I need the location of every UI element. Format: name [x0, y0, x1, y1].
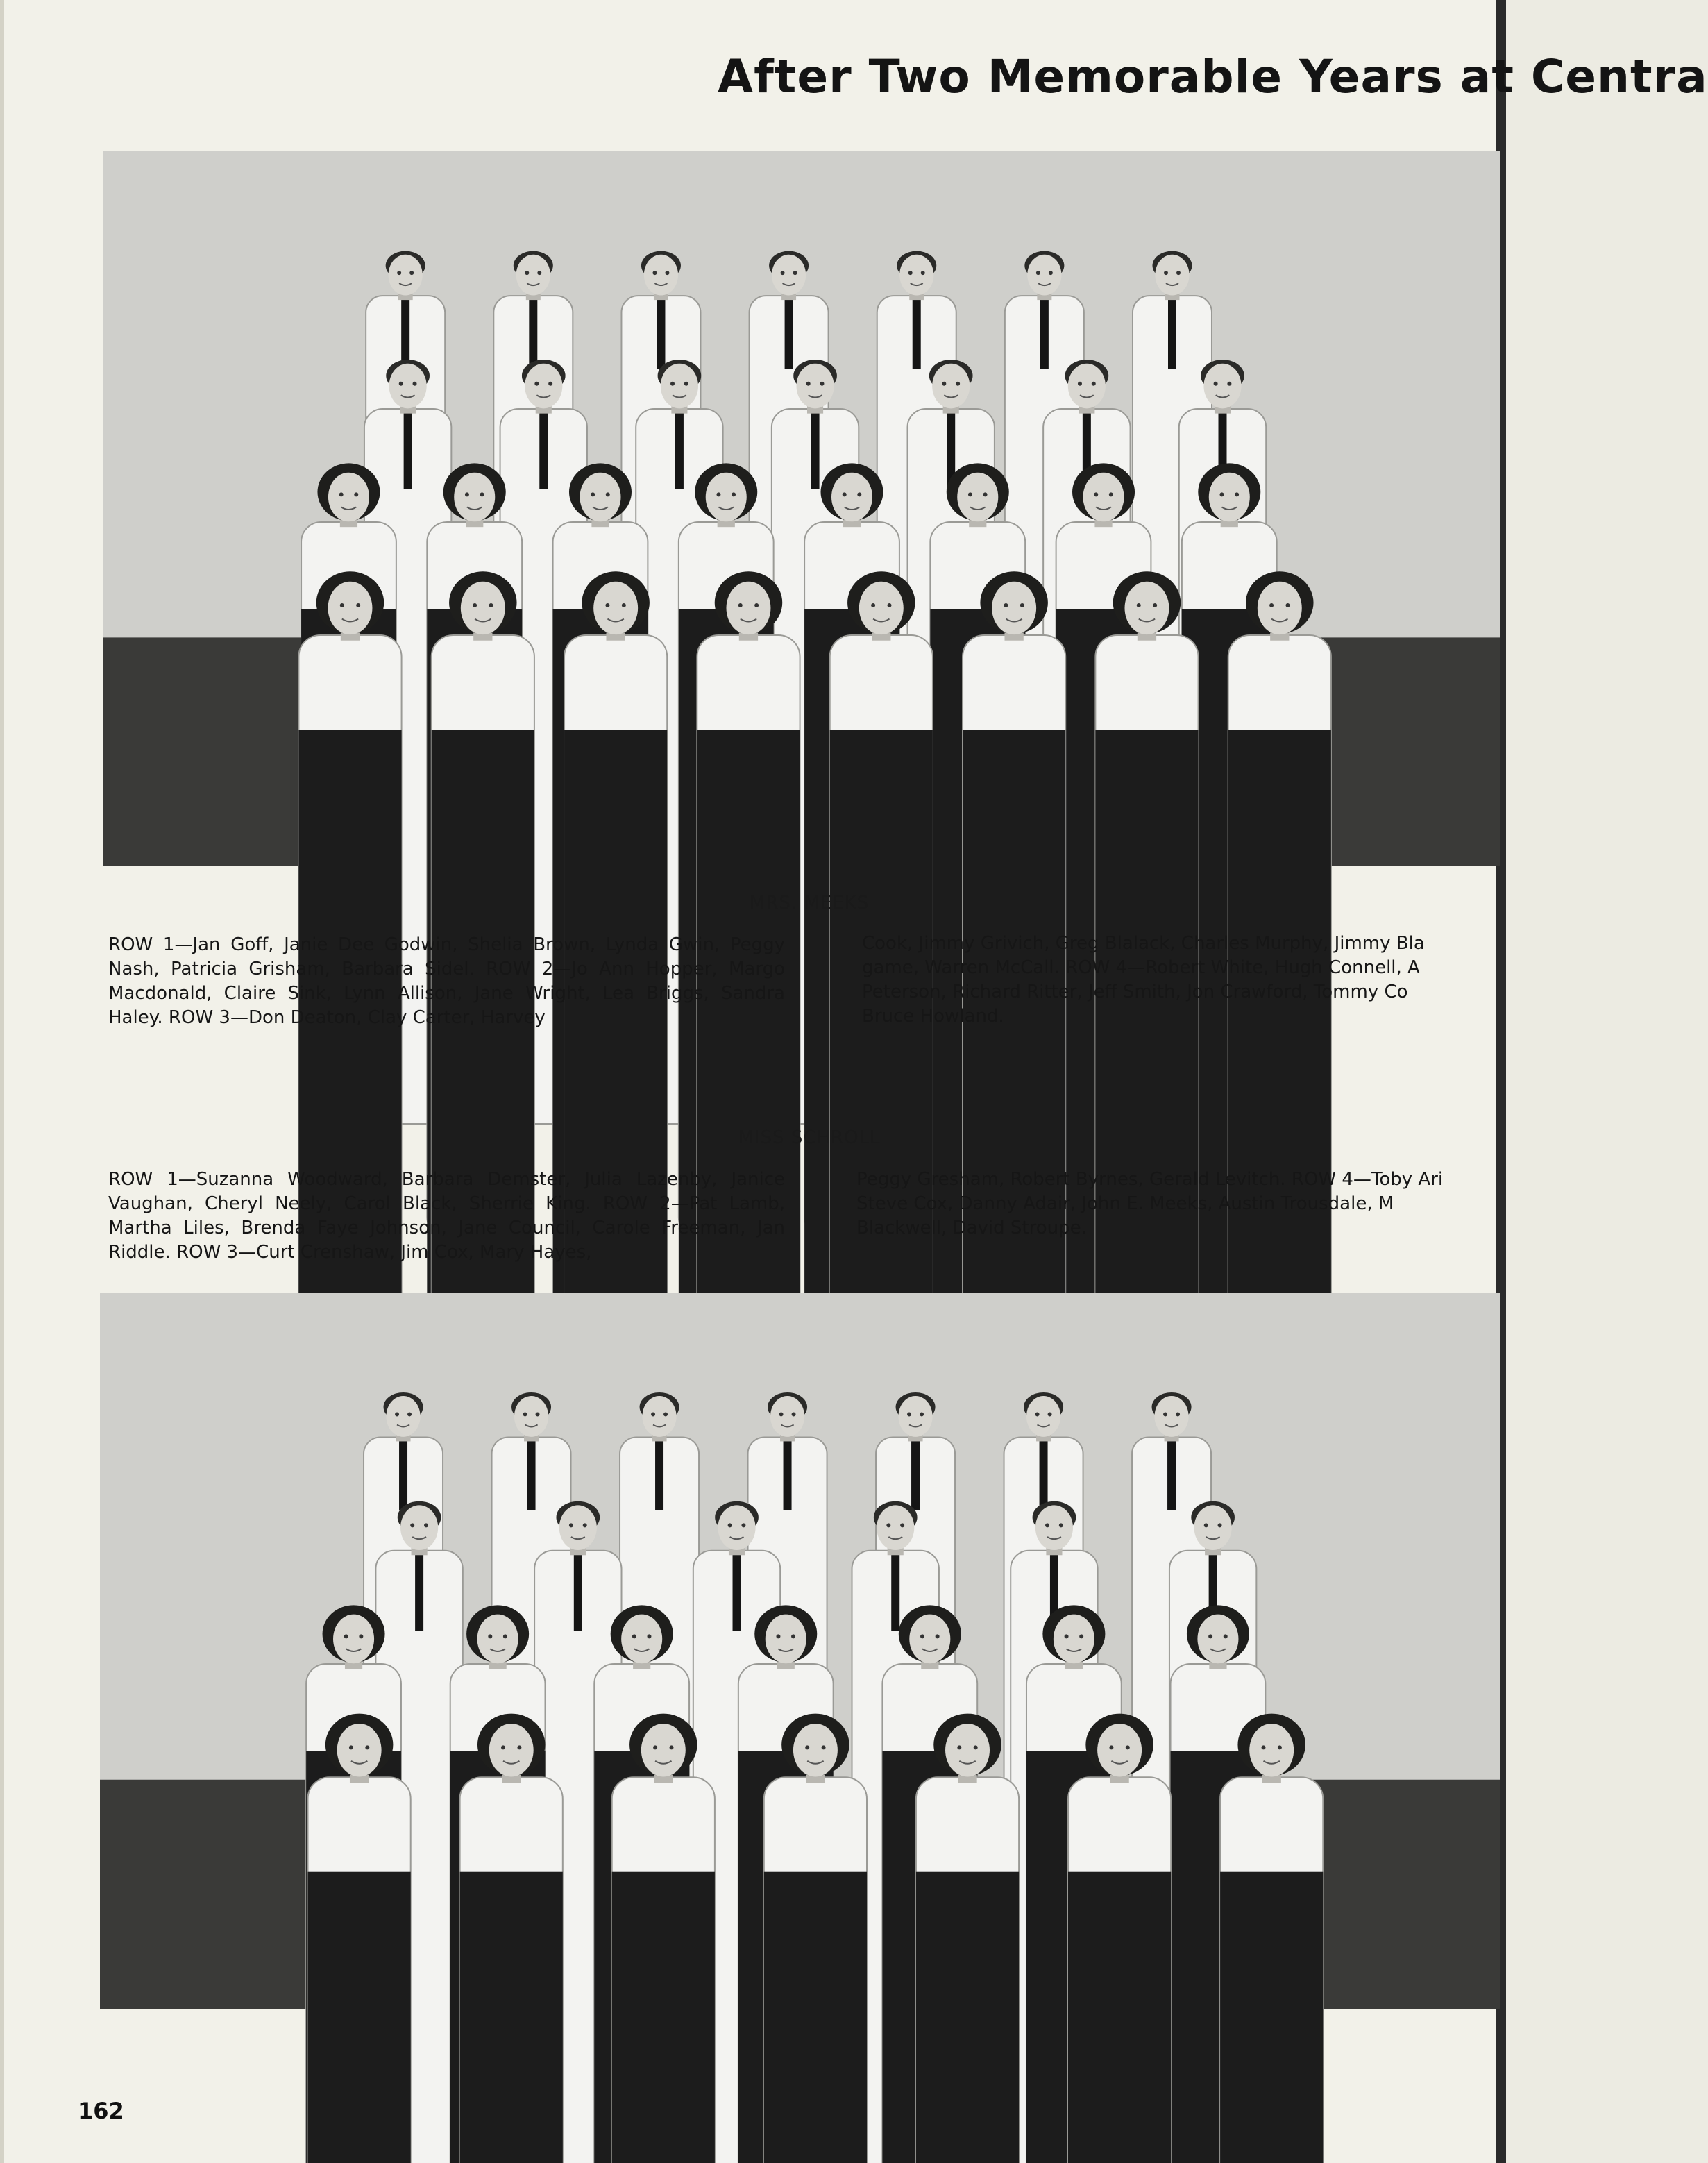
student-girl-figure: [308, 1714, 411, 2163]
names-left-schroll: ROW 1—Suzanna Woodward, Barbara Demster, Julia Lazenby, Janice Vaughan, Cheryl Neely, Carol Black, Sherrie King. ROW 2—Pat Lamb, Martha Liles, Brenda Faye Johnson, Jane Council, Carole Freeman, Jan Riddle. ROW 3—Curt Crenshaw, Jim Cox, Mary Hayes,: [108, 1169, 785, 1263]
names-right-schroll: [856, 1168, 1500, 1240]
names-left-meeks: ROW 1—Jan Goff, Janie Dee Godwin, Shelia Brown, Lynda Gwin, Peggy Nash, Patricia Grisham, Barbara Sidel. ROW 2—Jo Ann Hopper, Margo Macdonald, Claire Sink, Lynn Allison, Jane Wright, Lea Briggs, Sandra Haley. ROW 3—Don Deaton, Clay Carter, Harvey: [108, 934, 785, 1028]
page-title: After Two Memorable Years at Centra: [718, 50, 1708, 103]
student-girl-figure: [612, 1714, 715, 2163]
section-heading-meeks: MRS. MEEKS: [749, 893, 870, 914]
names-line: Blackwell, David Stroupe.: [856, 1218, 1087, 1238]
section-heading-schroll: MISS SCHROLL: [738, 1127, 881, 1148]
names-line: Bruce Howland.: [862, 1006, 1004, 1027]
class-photo-meeks: [103, 151, 1500, 866]
names-line: Peggy Gresham, Robert Byrnes, Gerald Levitch. ROW 4—Toby Ari: [856, 1169, 1444, 1190]
names-line: Peterson, Richard Ritter, Jeff Smith, Jon Crawford, Tommy Co: [862, 982, 1408, 1002]
group-photo-illustration: [103, 151, 1500, 866]
class-photo-schroll: [100, 1293, 1500, 2009]
student-girl-figure: [1068, 1714, 1171, 2163]
student-girl-figure: [1220, 1714, 1323, 2163]
student-girl-figure: [764, 1714, 867, 2163]
names-right-meeks: [862, 932, 1500, 1029]
group-photo-illustration: [100, 1293, 1500, 2009]
student-girl-figure: [460, 1714, 563, 2163]
student-girl-figure: [916, 1714, 1019, 2163]
names-line: game, Warren McCall. ROW 4—Robert White, Hugh Connell, A: [862, 957, 1420, 978]
names-line: Steve Cox, Danny Adair, John E. Meeks, Austin Trousdale, M: [856, 1193, 1394, 1214]
page-number: 162: [78, 2098, 124, 2124]
names-line: Cook, Jimmy Grivich, Greg Blalack, Charles Murphy, Jimmy Bla: [862, 933, 1425, 954]
